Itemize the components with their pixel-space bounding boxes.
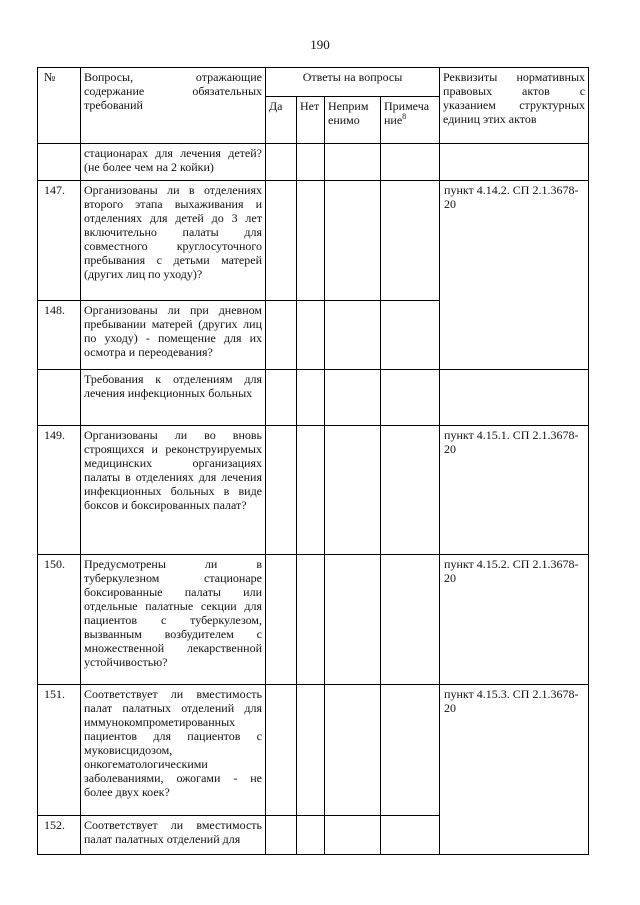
answer-yes-cell[interactable] <box>266 181 297 301</box>
answer-yes-cell[interactable] <box>266 816 297 855</box>
header-not-applicable: Неприм енимо <box>325 97 381 144</box>
answer-yes-cell[interactable] <box>266 685 297 816</box>
header-number: № <box>38 68 81 144</box>
answer-note-cell[interactable] <box>381 816 440 855</box>
row-question: стационарах для лечения детей? (не более чем на 2 койки) <box>81 144 266 181</box>
row-question: Соответствует ли вместимость палат палатных отделений для иммунокомпрометированных пациентов для пациентов с муковисцидозом, онкогематологическими заболеваниями, ожогами - не более двух коек? <box>81 685 266 816</box>
row-reference <box>440 370 589 426</box>
answer-note-cell[interactable] <box>381 555 440 685</box>
row-reference: пункт 4.15.2. СП 2.1.3678-20 <box>440 555 589 685</box>
page-number: 190 <box>310 37 330 52</box>
answer-yes-cell[interactable] <box>266 144 297 181</box>
section-title: Требования к отделениям для лечения инфекционных больных <box>81 370 266 426</box>
header-yes: Да <box>266 97 297 144</box>
answer-yes-cell[interactable] <box>266 555 297 685</box>
answer-no-cell[interactable] <box>297 301 325 370</box>
answer-na-cell[interactable] <box>325 181 381 301</box>
section-row <box>38 370 589 426</box>
header-note-text: Примеча ние <box>384 99 430 127</box>
table-header-row <box>38 68 589 97</box>
header-requisites: Реквизиты нормативных правовых актов с указанием структурных единиц этих актов <box>440 68 589 144</box>
answer-na-cell[interactable] <box>325 144 381 181</box>
answer-no-cell[interactable] <box>297 426 325 555</box>
table-row <box>38 685 589 816</box>
row-number: 150. <box>38 555 81 685</box>
row-question: Соответствует ли вместимость палат палатных отделений для <box>81 816 266 855</box>
answer-na-cell[interactable] <box>325 370 381 426</box>
answer-no-cell[interactable] <box>297 370 325 426</box>
header-answers: Ответы на вопросы <box>266 68 440 97</box>
row-number: 147. <box>38 181 81 301</box>
row-number: 149. <box>38 426 81 555</box>
answer-no-cell[interactable] <box>297 685 325 816</box>
answer-no-cell[interactable] <box>297 144 325 181</box>
table-row <box>38 181 589 301</box>
row-number: 148. <box>38 301 81 370</box>
answer-yes-cell[interactable] <box>266 370 297 426</box>
table-row <box>38 144 589 181</box>
answer-note-cell[interactable] <box>381 685 440 816</box>
header-questions: Вопросы, отражающие содержание обязательных требований <box>81 68 266 144</box>
checklist-table <box>37 67 589 855</box>
row-reference: пункт 4.14.2. СП 2.1.3678-20 <box>440 181 589 370</box>
answer-note-cell[interactable] <box>381 144 440 181</box>
header-no: Нет <box>297 97 325 144</box>
answer-note-cell[interactable] <box>381 181 440 301</box>
row-question: Организованы ли во вновь строящихся и реконструируемых медицинских организациях палаты в отделениях для лечения инфекционных больных в виде боксов и боксированных палат? <box>81 426 266 555</box>
row-reference: пункт 4.15.3. СП 2.1.3678-20 <box>440 685 589 855</box>
row-reference <box>440 144 589 181</box>
answer-no-cell[interactable] <box>297 816 325 855</box>
answer-yes-cell[interactable] <box>266 301 297 370</box>
row-reference: пункт 4.15.1. СП 2.1.3678-20 <box>440 426 589 555</box>
header-note-footnote: 8 <box>402 112 407 121</box>
answer-note-cell[interactable] <box>381 301 440 370</box>
row-number: 152. <box>38 816 81 855</box>
header-note <box>381 97 440 144</box>
table-row <box>38 426 589 555</box>
row-question: Организованы ли при дневном пребывании матерей (других лиц по уходу) - помещение для их осмотра и переодевания? <box>81 301 266 370</box>
row-number: 151. <box>38 685 81 816</box>
answer-na-cell[interactable] <box>325 555 381 685</box>
answer-na-cell[interactable] <box>325 816 381 855</box>
answer-no-cell[interactable] <box>297 181 325 301</box>
row-number <box>38 144 81 181</box>
answer-na-cell[interactable] <box>325 685 381 816</box>
answer-yes-cell[interactable] <box>266 426 297 555</box>
table-row <box>38 555 589 685</box>
answer-no-cell[interactable] <box>297 555 325 685</box>
row-number <box>38 370 81 426</box>
answer-na-cell[interactable] <box>325 426 381 555</box>
row-question: Предусмотрены ли в туберкулезном стационаре боксированные палаты или отдельные палатные секции для пациентов с туберкулезом, вызванным возбудителем с множественной лекарственной устойчивостью? <box>81 555 266 685</box>
answer-note-cell[interactable] <box>381 370 440 426</box>
answer-na-cell[interactable] <box>325 301 381 370</box>
row-question: Организованы ли в отделениях второго этапа выхаживания и отделениях для детей до 3 лет включительно палаты для совместного круглосуточного пребывания с детьми матерей (других лиц по уходу)? <box>81 181 266 301</box>
answer-note-cell[interactable] <box>381 426 440 555</box>
